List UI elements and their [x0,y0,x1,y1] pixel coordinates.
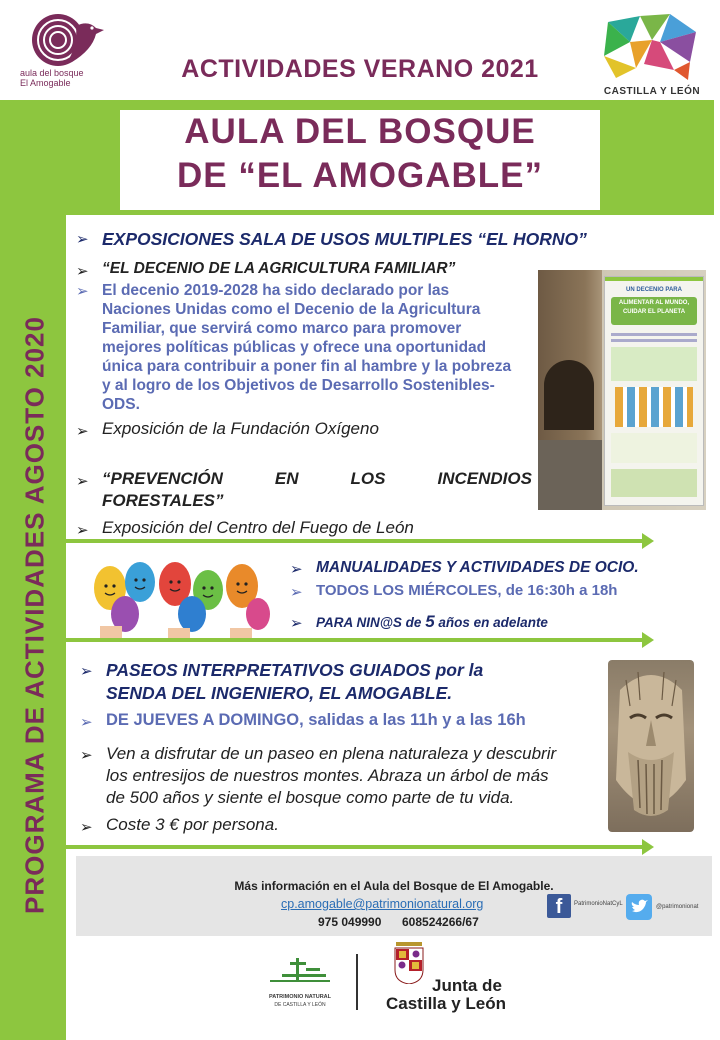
poster-title: UN DECENIO PARA [626,287,682,293]
footer-email-link[interactable]: cp.amogable@patrimonionatural.org [281,897,484,911]
arrow-bullet-icon: ➢ [80,819,93,836]
arrow-bullet-icon: ➢ [290,584,303,601]
facebook-icon[interactable]: f [547,894,571,918]
twitter-handle: @patrimonionat [656,904,699,910]
junta-shield [392,940,426,984]
desc-line: El decenio 2019-2028 ha sido declarado por las [102,282,450,299]
arrow-bullet-icon: ➢ [290,615,303,632]
exhibit-oxigeno: Exposición de la Fundación Oxígeno [102,419,379,438]
divider-arrow [66,638,644,642]
desc-line: los entresijos de nuestros montes. Abraza un árbol de más [106,766,549,785]
arrow-bullet-icon: ➢ [76,283,89,300]
logo-divider [356,954,358,1010]
section3-cost: Coste 3 € por persona. [106,815,279,834]
section1-heading: EXPOSICIONES SALA DE USOS MULTIPLES “EL HORNO” [102,229,587,249]
vertical-program-label [14,260,56,970]
page-title: ACTIVIDADES VERANO 2021 [181,55,539,83]
patrimonio-line1: PATRIMONIO NATURAL [268,994,332,1000]
exhibit2-title-line2: FORESTALES” [102,491,224,510]
section2-schedule: TODOS LOS MIÉRCOLES, de 16:30h a 18h [316,582,618,599]
arrow-bullet-icon: ➢ [76,263,89,280]
divider-arrow [66,845,644,849]
arrow-bullet-icon: ➢ [76,473,89,490]
section2-audience [316,612,548,632]
twitter-icon[interactable] [626,894,652,920]
carved-face-icon [608,660,694,832]
section2-heading: MANUALIDADES Y ACTIVIDADES DE OCIO. [316,559,639,576]
patrimonio-natural-icon [260,950,340,990]
desc-line: ODS. [102,396,140,413]
audience-post: años en adelante [434,615,548,630]
title-word: LOS [350,469,386,488]
logo-left-line2: El Amogable [20,78,71,88]
desc-line: única para contribuir a poner fin al hambre y la pobreza [102,358,512,375]
vertical-text: PROGRAMA DE ACTIVIDADES AGOSTO 2020 [19,316,50,914]
patrimonio-line2: DE CASTILLA Y LEÓN [274,1002,326,1008]
section3-schedule: DE JUEVES A DOMINGO, salidas a las 11h y a las 16h [106,711,526,729]
section3-description [106,743,606,809]
exhibition-poster-photo [538,270,706,510]
footer-phone1: 975 049990 [318,915,382,929]
coat-of-arms-icon [392,940,426,984]
divider-arrow [66,539,644,543]
section3-heading-line1: PASEOS INTERPRETATIVOS GUIADOS por la [106,660,484,680]
banner-line1: AULA DEL BOSQUE [184,112,536,151]
footer-phone2: 608524266/67 [402,915,479,929]
arrow-bullet-icon: ➢ [76,522,89,539]
poster-subtitle: ALIMENTAR AL MUNDO, CUIDAR EL PLANETA [611,297,697,325]
desc-line: y al logro de los Objetivos de Desarrollo Sostenibles- [102,377,495,394]
arrow-bullet-icon: ➢ [80,663,93,680]
title-word: EN [274,469,299,488]
arrow-bullet-icon: ➢ [80,747,93,764]
aula-del-bosque-logo [18,6,110,90]
title-word: “PREVENCIÓN [102,469,223,488]
facebook-handle: PatrimonioNatCyL [574,901,623,907]
bird-logo-icon [26,6,106,68]
arrow-bullet-icon: ➢ [80,714,93,731]
desc-line: de 500 años y siente el bosque como parte de tu vida. [106,788,515,807]
arrow-bullet-icon: ➢ [76,231,89,248]
arrow-bullet-icon: ➢ [76,423,89,440]
desc-line: Familiar, que servirá como marco para promover [102,320,462,337]
castilla-leon-logo [600,12,704,100]
footer-info: Más información en el Aula del Bosque de El Amogable. [234,879,554,893]
desc-line: Ven a disfrutar de un paseo en plena naturaleza y descubrir [106,744,557,763]
exhibit1-title: “EL DECENIO DE LA AGRICULTURA FAMILIAR” [102,260,456,277]
castilla-leon-star-icon [600,12,704,82]
exhibit-fuego-leon: Exposición del Centro del Fuego de León [102,518,414,537]
patrimonio-natural-logo [260,950,340,1012]
audience-pre: PARA NIN@S de [316,615,426,630]
exhibit1-description [102,281,532,414]
logo-left-line1: aula del bosque [20,68,84,78]
logo-right-text: CASTILLA Y LEÓN [603,86,701,97]
audience-age: 5 [425,612,435,631]
arrow-bullet-icon: ➢ [290,561,303,578]
title-word: INCENDIOS [437,469,532,488]
carved-tree-face-photo [608,660,694,832]
section3-heading-line2: SENDA DEL INGENIERO, EL AMOGABLE. [106,683,453,703]
footer-info-box [76,856,712,936]
painted-hands-photo [80,548,278,640]
banner-line2: DE “EL AMOGABLE” [176,156,544,195]
junta-line2: Castilla y León [386,994,506,1013]
desc-line: Naciones Unidas como el Decenio de la Agricultura [102,301,481,318]
exhibit2-title-line1 [102,469,532,489]
painted-hands-icon [80,548,278,640]
desc-line: mejores políticas públicas y ofrece una oportunidad [102,339,487,356]
junta-line1: Junta de [432,976,502,995]
banner-title-box [120,110,600,210]
